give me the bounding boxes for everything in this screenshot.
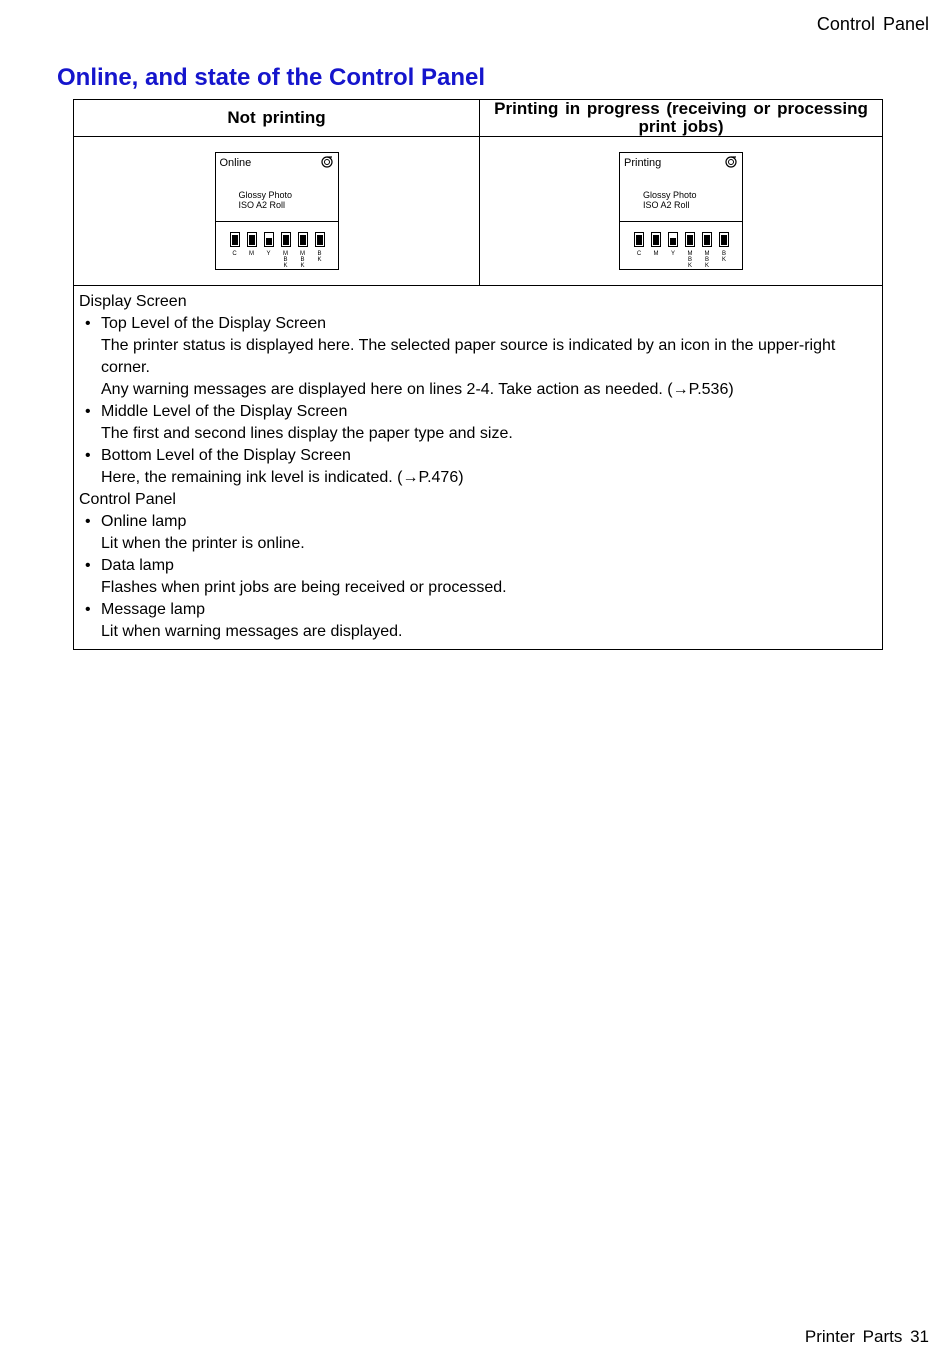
list-item — [79, 401, 876, 445]
panel-cell-printing — [480, 137, 883, 286]
list-item-title: Message lamp — [101, 601, 206, 618]
description-row — [74, 286, 883, 650]
display-screen-heading: Display Screen — [79, 293, 187, 310]
list-item — [79, 511, 876, 555]
list-item-body: Flashes when print jobs are being received or processed. — [101, 579, 507, 596]
control-panel-state-table — [73, 99, 883, 650]
running-footer — [805, 1327, 929, 1347]
roll-paper-icon — [321, 156, 333, 168]
ink-color-label: C — [636, 251, 642, 257]
list-item-body: Here, the remaining ink level is indicated. (→P.476) — [101, 469, 464, 486]
list-item-body: The printer status is displayed here. The selected paper source is indicated by an icon in the upper-right corner. — [101, 337, 836, 376]
list-item — [79, 555, 876, 599]
lcd-top-area — [216, 153, 338, 222]
list-item-title: Middle Level of the Display Screen — [101, 403, 348, 420]
list-item-title: Top Level of the Display Screen — [101, 315, 327, 332]
ink-level-fill — [232, 235, 238, 245]
ink-tank-gauge — [247, 232, 257, 247]
ink-tank-gauge — [702, 232, 712, 247]
ink-level-fill — [636, 235, 642, 245]
ink-level-fill — [283, 235, 289, 245]
ink-color-label: M B K — [300, 251, 305, 269]
list-item-title: Online lamp — [101, 513, 187, 530]
ink-color-label: B K — [721, 251, 726, 263]
lcd-display-printing — [619, 152, 743, 270]
ink-tank-gauge — [315, 232, 325, 247]
ink-tank-gauge — [230, 232, 240, 247]
bullet-icon: • — [85, 447, 91, 464]
list-item — [79, 313, 876, 401]
ink-level-fill — [704, 235, 710, 245]
lcd-media-size: ISO A2 Roll — [238, 200, 286, 210]
ink-color-label: M B K — [283, 251, 288, 269]
column-header-printing: Printing in progress (receiving or processing print jobs) — [480, 100, 883, 137]
list-item-body: Lit when the printer is online. — [101, 535, 305, 552]
table-header-row — [74, 100, 883, 137]
ink-level-fill — [317, 235, 323, 245]
ink-color-label: Y — [266, 251, 271, 257]
page-number: 31 — [910, 1327, 929, 1346]
ink-tank-gauge — [634, 232, 644, 247]
roll-paper-icon — [725, 156, 737, 168]
lcd-media-size: ISO A2 Roll — [643, 200, 690, 210]
ink-tank-gauge — [651, 232, 661, 247]
ink-color-label: M — [249, 251, 254, 257]
ink-color-label: C — [232, 251, 237, 257]
bullet-icon: • — [85, 403, 91, 420]
column-header-not-printing: Not printing — [74, 100, 480, 137]
lcd-media-type: Glossy Photo — [238, 190, 293, 200]
ink-tank-gauge — [685, 232, 695, 247]
lcd-status-text: Printing — [624, 157, 662, 169]
bullet-icon: • — [85, 513, 91, 530]
ink-level-fill — [721, 235, 727, 245]
ink-tank-gauge — [281, 232, 291, 247]
description-cell — [74, 286, 883, 650]
ink-level-fill — [653, 235, 659, 245]
control-panel-heading: Control Panel — [79, 491, 176, 508]
lcd-media-info — [643, 190, 697, 210]
bullet-icon: • — [85, 601, 91, 618]
ink-color-label: B K — [317, 251, 322, 263]
footer-section: Printer Parts — [804, 1327, 903, 1346]
panel-cell-not-printing — [74, 137, 480, 286]
page-title: Online, and state of the Control Panel — [57, 64, 486, 91]
ink-tank-gauge — [668, 232, 678, 247]
lcd-top-area — [620, 153, 742, 222]
running-header: Control Panel — [816, 14, 929, 34]
ink-color-label: Y — [670, 251, 675, 257]
lcd-media-type: Glossy Photo — [643, 190, 697, 200]
ink-color-label: M — [653, 251, 659, 257]
bullet-icon: • — [85, 315, 91, 332]
lcd-status-text: Online — [219, 157, 252, 169]
list-item — [79, 445, 876, 489]
ink-color-label: M B K — [687, 251, 693, 269]
ink-level-fill — [249, 235, 255, 245]
list-item-body: The first and second lines display the paper type and size. — [101, 425, 513, 442]
ink-level-fill — [670, 238, 676, 245]
lcd-media-info — [239, 190, 293, 210]
ink-tank-gauge — [298, 232, 308, 247]
ink-tank-gauge — [719, 232, 729, 247]
ink-level-fill — [687, 235, 693, 245]
ink-color-label: M B K — [704, 251, 710, 269]
list-item-body: Any warning messages are displayed here on lines 2-4. Take action as needed. (→P.536) — [101, 381, 734, 398]
ink-level-fill — [300, 235, 306, 245]
ink-tank-gauge — [264, 232, 274, 247]
list-item — [79, 599, 876, 643]
bullet-icon: • — [85, 557, 91, 574]
panel-image-row — [74, 137, 883, 286]
lcd-display-not-printing — [215, 152, 339, 270]
list-item-body: Lit when warning messages are displayed. — [101, 623, 403, 640]
list-item-title: Bottom Level of the Display Screen — [101, 447, 351, 464]
list-item-title: Data lamp — [101, 557, 174, 574]
ink-level-fill — [266, 238, 272, 245]
